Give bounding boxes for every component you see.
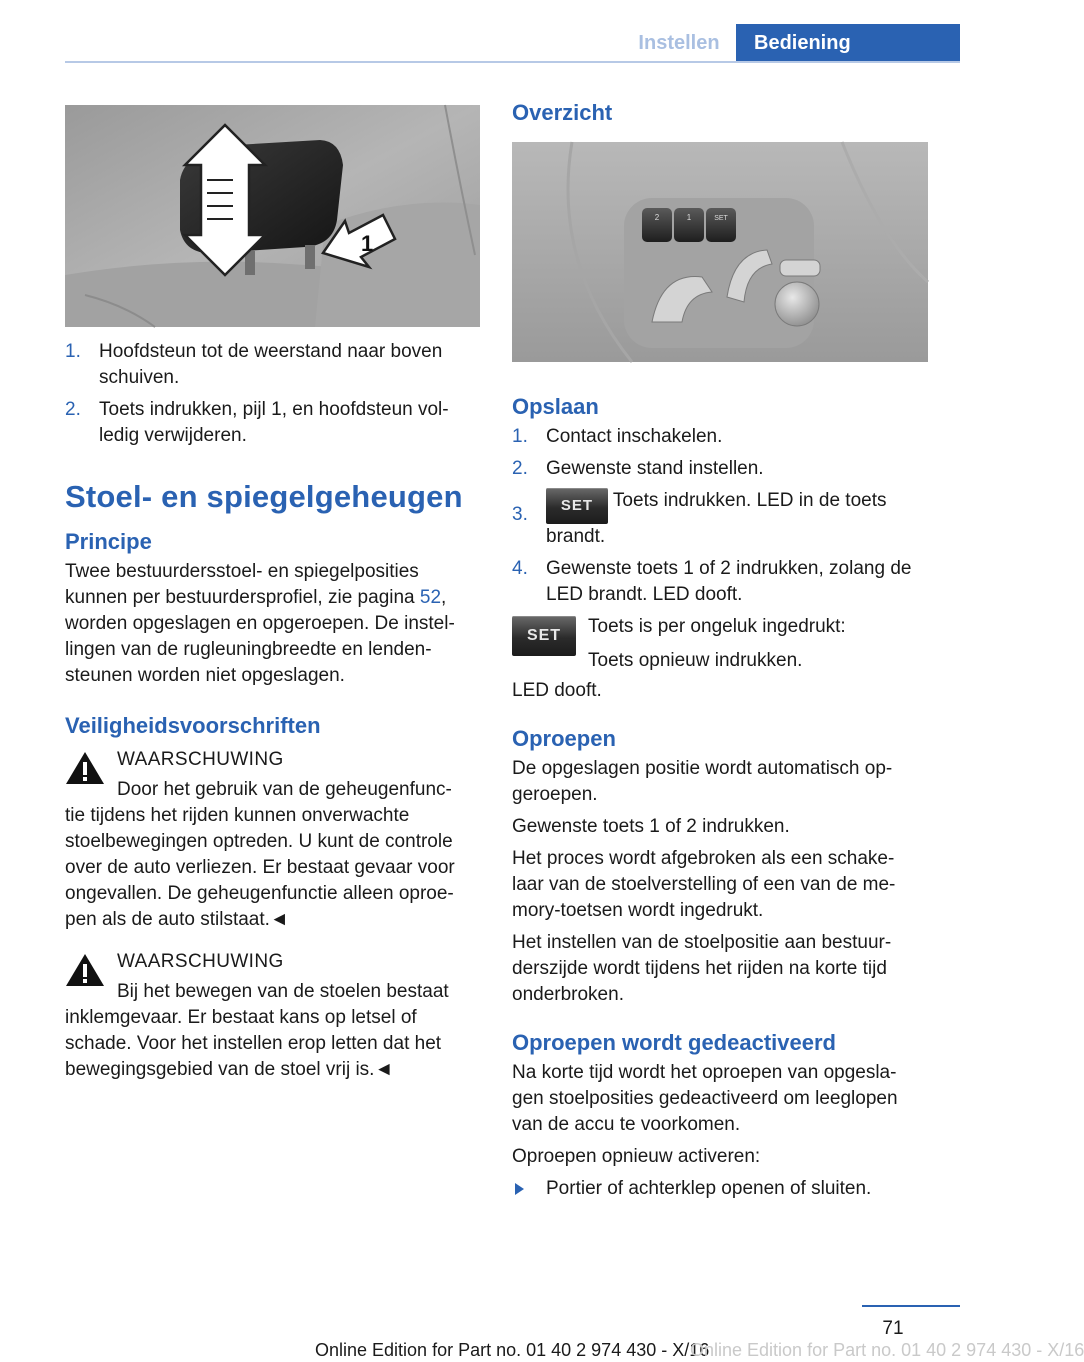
removal-steps <box>65 339 480 449</box>
footer-rule <box>862 1305 960 1307</box>
left-column <box>65 105 480 1083</box>
note-after: LED dooft. <box>512 680 602 701</box>
memory-button-2-label: 2 <box>654 213 660 222</box>
save-title: Opslaan <box>512 394 599 419</box>
safety-title: Veiligheidsvoorschriften <box>65 713 321 738</box>
principe-text: Twee bestuurdersstoel- en spiegelposities kunnen per bestuurdersprofiel, zie pagina 52, worden opgeslagen en opgeroepen. De instel- lingen van de rugleuningbreedte en lenden- steunen worden niet opgeslagen. <box>65 561 455 686</box>
warning-heading: WAARSCHUWING <box>117 749 284 770</box>
overview-title: Overzicht <box>512 100 613 125</box>
list-item: Portier of achterklep openen of sluiten. <box>512 1176 928 1202</box>
callout-1: 1 <box>361 231 374 256</box>
list-item: 1. Contact inschakelen. <box>512 426 723 447</box>
deactivated-paragraph: Na korte tijd wordt het oproepen van opgesla- gen stoelposities gedeactiveerd om leeglopen van de accu te voorkomen. <box>512 1062 898 1135</box>
list-item: 1. Hoofdsteun tot de weerstand naar boven schuiven. <box>65 341 443 388</box>
set-key-icon: SET <box>512 616 576 656</box>
page-link[interactable]: 52 <box>419 587 442 608</box>
list-item: 3. SET Toets indrukken. LED in de toets brandt. <box>512 490 887 547</box>
recall-paragraph: Het proces wordt afgebroken als een schake- laar van de stoelverstelling of een van de me- mory-toetsen wordt ingedrukt. <box>512 848 896 921</box>
list-item: 2. Toets indrukken, pijl 1, en hoofdsteun vol- ledig verwijderen. <box>65 399 449 446</box>
warning-block-1 <box>65 747 480 933</box>
principe-title: Principe <box>65 529 152 554</box>
deactivated-title: Oproepen wordt gedeactiveerd <box>512 1030 836 1055</box>
headrest-illustration <box>65 105 480 327</box>
memory-button-1-label: 1 <box>686 213 692 222</box>
warning-text: tie tijdens het rijden kunnen onverwachte stoelbewegingen optreden. U kunt de controle over de auto verliezen. Er bestaat gevaar voor ongevallen. De geheugenfunctie alleen oproe- pen als de auto stilstaat.◄ <box>65 805 455 930</box>
note-line-1: Toets is per ongeluk ingedrukt: <box>588 616 846 637</box>
watermark: Online Edition for Part no. 01 40 2 974 430 - X/16 <box>690 1340 1084 1360</box>
right-column <box>512 100 928 1202</box>
seat-controls-illustration <box>512 142 928 362</box>
warning-text: inklemgevaar. Er bestaat kans op letsel of schade. Voor het instellen erop letten dat het bewegingsgebied van de stoel vrij is.◄ <box>65 1007 442 1080</box>
recall-paragraph: Gewenste toets 1 of 2 indrukken. <box>512 816 790 837</box>
triangle-bullet-icon <box>515 1183 524 1195</box>
section-title: Stoel- en spiegelgeheugen <box>65 479 463 514</box>
warning-triangle-icon <box>65 751 105 785</box>
accidental-press-note <box>512 614 928 671</box>
set-button-label: SET <box>714 215 728 222</box>
recall-paragraph: Het instellen van de stoelpositie aan bestuur- derszijde wordt tijdens het rijden na korte tijd onderbroken. <box>512 932 892 1005</box>
set-key-icon: SET <box>546 488 608 524</box>
tab-instellen[interactable]: Instellen <box>638 32 720 54</box>
headrest-image <box>65 105 480 327</box>
header-rule <box>65 61 960 63</box>
note-line-2: Toets opnieuw indrukken. <box>588 650 803 671</box>
warning-heading: WAARSCHUWING <box>117 951 284 972</box>
list-item: 4. Gewenste toets 1 of 2 indrukken, zolang de LED brandt. LED dooft. <box>512 558 912 605</box>
warning-first-line: Door het gebruik van de geheugenfunc- <box>117 779 452 800</box>
warning-triangle-icon <box>65 953 105 987</box>
warning-block-2 <box>65 949 480 1083</box>
recall-title: Oproepen <box>512 726 616 751</box>
reactivate-list <box>512 1176 928 1202</box>
edition-line: Online Edition for Part no. 01 40 2 974 430 - X/16 <box>315 1340 710 1360</box>
page-number: 71 <box>882 1318 904 1339</box>
seat-controls-image <box>512 142 928 362</box>
deactivated-paragraph: Oproepen opnieuw activeren: <box>512 1146 761 1167</box>
tab-bediening[interactable]: Bediening <box>736 24 960 62</box>
warning-first-line: Bij het bewegen van de stoelen bestaat <box>117 981 449 1002</box>
list-item: 2. Gewenste stand instellen. <box>512 458 764 479</box>
recall-paragraph: De opgeslagen positie wordt automatisch op- geroepen. <box>512 758 893 805</box>
save-steps <box>512 424 928 608</box>
